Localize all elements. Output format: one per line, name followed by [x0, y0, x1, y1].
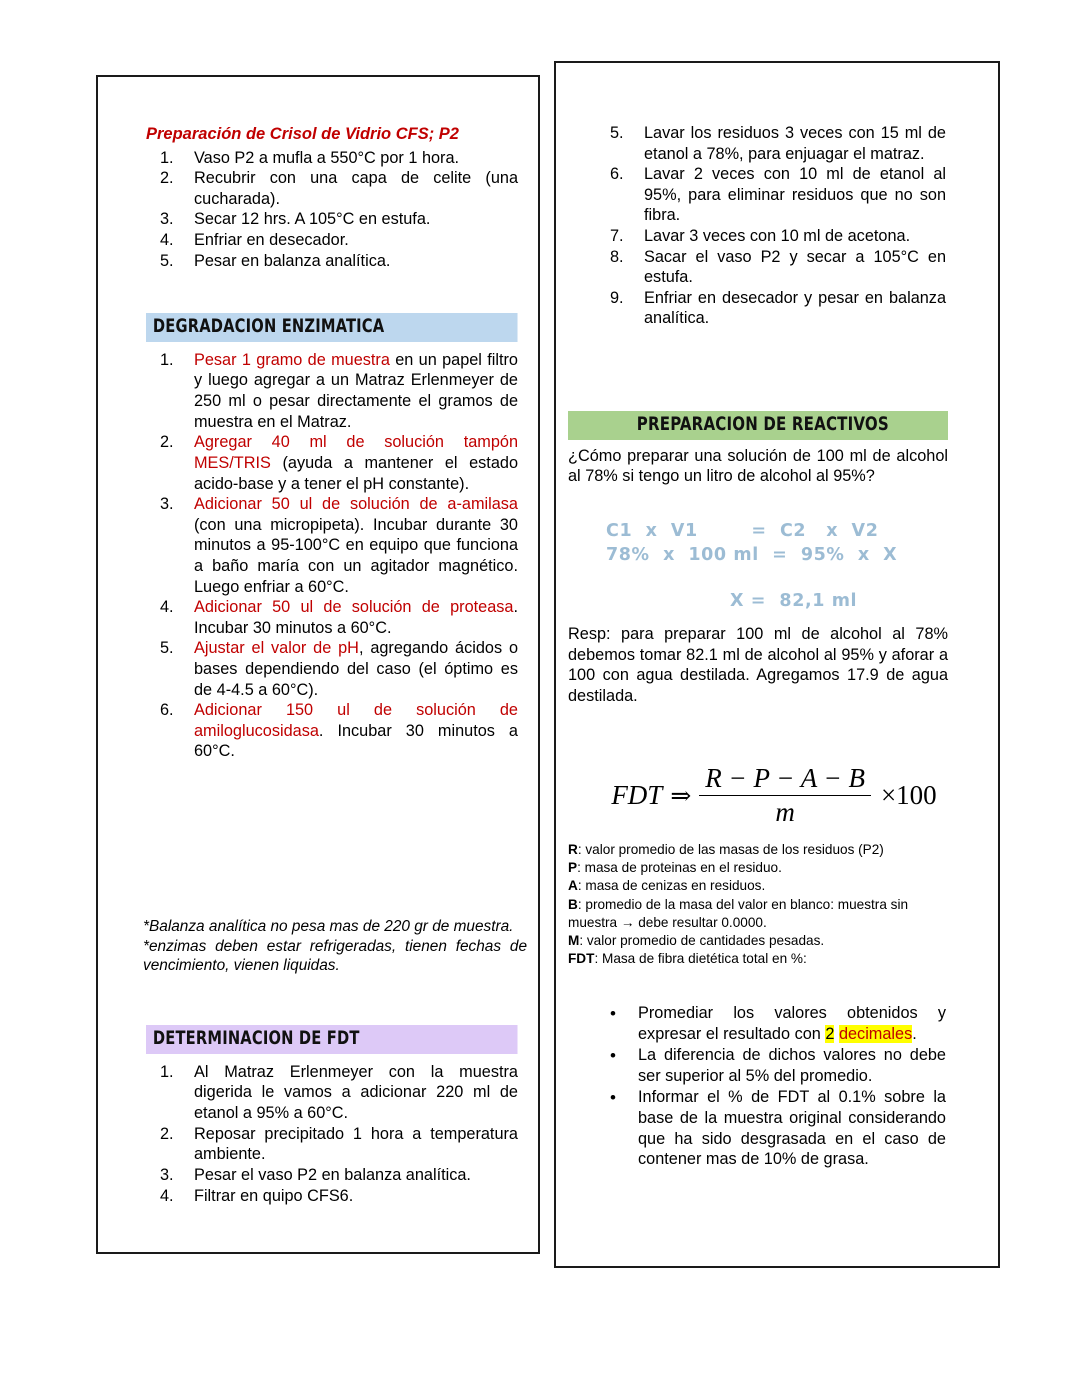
crisol-list [146, 148, 518, 272]
bullet-icon: • [610, 1046, 616, 1066]
legend-key: R [568, 842, 578, 857]
list-marker: 6. [160, 701, 174, 720]
legend-line [568, 859, 960, 877]
dilution-equation-block [606, 521, 936, 611]
fdt-legend [568, 841, 960, 968]
bullet-icon: • [610, 1004, 616, 1023]
bullet-text-post: . [912, 1024, 917, 1043]
emphasis-red: Adicionar 150 ul de solución de amiloglucosidasa [194, 701, 518, 740]
list-item-text: Lavar los residuos 3 veces con 15 ml de etanol a 78%, para enjuagar el matraz. [644, 124, 946, 163]
list-marker: 3. [160, 1165, 174, 1184]
legend-key: FDT [568, 951, 595, 967]
list-item [146, 148, 518, 169]
legend-desc: : masa de cenizas en residuos. [577, 878, 766, 894]
reactivos-section [568, 411, 948, 487]
list-item-text: Vaso P2 a mufla a 550°C por 1 hora. [194, 148, 460, 167]
list-item-text: Recubrir con una capa de celite (una cucharada). [194, 169, 518, 208]
list-item [146, 494, 518, 597]
emphasis-red: Pesar 1 gramo de muestra [194, 350, 390, 369]
note-line: *enzimas deben estar refrigeradas, tienen fechas de vencimiento, vienen liquidas. [143, 937, 527, 975]
list-item [596, 247, 946, 288]
list-item-text [194, 700, 518, 762]
reactivos-question: ¿Cómo preparar una solución de 100 ml de alcohol al 78% si tengo un litro de alcohol al 95%? [568, 446, 948, 486]
list-item-rest: , agregando ácidos o bases dependiendo del caso (el óptimo es de 4-4.5 a 60°C). [194, 639, 518, 699]
list-item [146, 1124, 518, 1165]
legend-desc: : valor promedio de cantidades pesadas. [579, 933, 825, 949]
implies-arrow-icon: ⇒ [670, 782, 692, 810]
list-item [596, 123, 946, 164]
determinacion-section [146, 1025, 518, 1206]
list-marker: 4. [160, 1186, 174, 1205]
list-item-text: Sacar el vaso P2 y secar a 105°C en estufa. [644, 247, 946, 287]
degradacion-heading: DEGRADACION ENZIMATICA [146, 313, 517, 342]
list-item-rest: . Incubar 30 minutos a 60°C. [194, 721, 518, 761]
list-item-rest: (con una micropipeta). Incubar durante 30 minutos a 95-100°C en equipo que funciona a baño maría con un agitador magnético. Luego enfriar a 60°C. [194, 515, 518, 596]
highlight-decimales: decimales [838, 1024, 913, 1043]
emphasis-red: Ajustar el valor de pH [194, 639, 359, 658]
list-item-text [194, 350, 518, 432]
bullet-icon: • [610, 1088, 616, 1108]
list-marker: 1. [160, 1062, 174, 1081]
fdt-bullets-section [590, 1003, 946, 1171]
list-item-text: Lavar 3 veces con 10 ml de acetona. [644, 227, 911, 246]
list-item [146, 432, 518, 494]
list-item [146, 597, 518, 638]
equation-result: X = 82,1 ml [730, 591, 858, 611]
list-marker: 7. [610, 227, 624, 246]
legend-line [568, 841, 960, 859]
list-marker: 1. [160, 350, 174, 369]
fdt-formula-lhs: FDT [611, 780, 663, 810]
determinacion-list [146, 1062, 518, 1206]
list-item-text: Al Matraz Erlenmeyer con la muestra digerida le vamos a adicionar 220 ml de etanol a 95% a 60°C. [194, 1062, 518, 1123]
legend-key: A [568, 878, 578, 894]
list-item [146, 350, 518, 432]
list-item-text [194, 597, 518, 638]
list-item-text: Lavar 2 veces con 10 ml de etanol al 95%, para eliminar residuos que no son fibra. [644, 165, 946, 225]
list-item [146, 638, 518, 700]
list-item [596, 288, 946, 329]
degradacion-heading-band [146, 313, 518, 342]
list-item-rest: (ayuda a mantener el estado acido-base y a tener el pH constante). [194, 453, 518, 493]
list-item [590, 1003, 946, 1044]
determinacion-heading: DETERMINACION DE FDT [146, 1025, 517, 1054]
list-marker: 2. [160, 169, 174, 188]
list-item [590, 1045, 946, 1086]
legend-desc: : promedio de la masa del valor en blanco: muestra sin muestra → debe resultar 0.0000. [568, 896, 909, 930]
legend-key: M [568, 933, 580, 949]
list-marker: 6. [610, 165, 624, 184]
left-content-box [96, 75, 540, 1254]
right-content-box [554, 61, 1000, 1268]
list-marker: 4. [160, 231, 174, 250]
legend-line [568, 950, 960, 968]
list-item-text [194, 432, 518, 494]
list-item-text: Pesar en balanza analítica. [194, 251, 391, 270]
fdt-denominator: m [775, 797, 795, 827]
crisol-title: Preparación de Crisol de Vidrio CFS; P2 [146, 125, 459, 143]
list-item-text [194, 638, 518, 700]
list-item-text: Informar el % de FDT al 0.1% sobre la base de la muestra original considerando que ha sido desgrasada en el caso de contener mas de 10% de grasa. [638, 1088, 946, 1169]
emphasis-red: Agregar 40 ml de solución tampón MES/TRIS [194, 433, 518, 472]
note-line: *Balanza analítica no pesa mas de 220 gr de muestra. [143, 918, 514, 935]
reactivos-answer: Resp: para preparar 100 ml de alcohol al 78% debemos tomar 82.1 ml de alcohol al 95% y aforar a 100 con agua destilada. Agregamos 17.9 de agua destilada. [568, 625, 948, 705]
list-marker: 5. [160, 639, 174, 658]
highlight-count: 2 [825, 1024, 835, 1043]
fdt-numerator: R − P − A − B [699, 763, 871, 796]
list-item [596, 164, 946, 226]
list-item-text: Secar 12 hrs. A 105°C en estufa. [194, 210, 431, 229]
list-marker: 5. [160, 251, 174, 270]
list-marker: 3. [160, 495, 174, 514]
list-item-text: Enfriar en desecador y pesar en balanza analítica. [644, 288, 946, 328]
equation-line-1: C1 x V1 = C2 x V2 [606, 521, 879, 541]
list-item-text: Reposar precipitado 1 hora a temperatura ambiente. [194, 1124, 518, 1164]
list-item [146, 1186, 518, 1207]
list-marker: 9. [610, 288, 624, 307]
list-marker: 2. [160, 1124, 174, 1143]
list-item [146, 251, 518, 272]
legend-key: P [568, 860, 578, 876]
determinacion-continued-section [596, 123, 946, 329]
list-item [146, 168, 518, 209]
list-marker: 4. [160, 598, 174, 617]
fdt-formula-block [574, 763, 974, 828]
list-item [146, 230, 518, 251]
degradacion-list [146, 350, 518, 762]
list-item-rest: . Incubar 30 minutos a 60°C. [194, 598, 518, 637]
emphasis-red: Adicionar 50 ul de solución de proteasa [194, 598, 514, 617]
list-marker: 3. [160, 210, 174, 229]
list-marker: 1. [160, 148, 174, 167]
list-item [590, 1087, 946, 1169]
list-item [146, 1165, 518, 1186]
list-item [146, 1062, 518, 1124]
list-item-text: Filtrar en quipo CFS6. [194, 1186, 354, 1205]
fdt-fraction [699, 763, 871, 828]
list-marker: 5. [610, 124, 624, 142]
determinacion-heading-band [146, 1025, 518, 1054]
legend-line [568, 932, 960, 950]
list-item-text [194, 494, 518, 597]
legend-line [568, 896, 960, 932]
legend-desc: : Masa de fibra dietética total en %: [594, 951, 807, 967]
list-marker: 2. [160, 433, 174, 452]
reactivos-answer-wrap [568, 624, 948, 706]
list-item-text [638, 1003, 946, 1044]
legend-desc: : valor promedio de las masas de los residuos (P2) [577, 842, 884, 857]
legend-desc: : masa de proteinas en el residuo. [577, 860, 782, 876]
fdt-multiplier: ×100 [880, 780, 937, 810]
list-item-text: La diferencia de dichos valores no debe ser superior al 5% del promedio. [638, 1046, 946, 1085]
legend-key: B [568, 896, 578, 912]
list-item [146, 209, 518, 230]
bullet-text-pre: Promediar los valores obtenidos y expresar el resultado con [638, 1004, 946, 1043]
emphasis-red: Adicionar 50 ul de solución de a-amilasa [194, 495, 518, 514]
equation-line-2: 78% x 100 ml = 95% x X [606, 545, 898, 565]
list-item [146, 700, 518, 762]
list-marker: 8. [610, 247, 624, 266]
fdt-bullet-list [590, 1003, 946, 1170]
reactivos-heading-band [568, 411, 948, 440]
determinacion-continued-list [596, 123, 946, 329]
legend-line [568, 877, 960, 895]
degradacion-notes [143, 917, 527, 976]
list-item-rest: en un papel filtro y luego agregar a un Matraz Erlenmeyer de 250 ml o pesar directamente el gramos de muestra en el Matraz. [194, 350, 518, 431]
degradacion-section [146, 313, 518, 762]
list-item-text: Enfriar en desecador. [194, 231, 349, 250]
list-item [596, 226, 946, 247]
list-item-text: Pesar el vaso P2 en balanza analítica. [194, 1165, 471, 1184]
crisol-section [146, 124, 518, 271]
reactivos-heading: PREPARACION DE REACTIVOS [568, 411, 948, 440]
